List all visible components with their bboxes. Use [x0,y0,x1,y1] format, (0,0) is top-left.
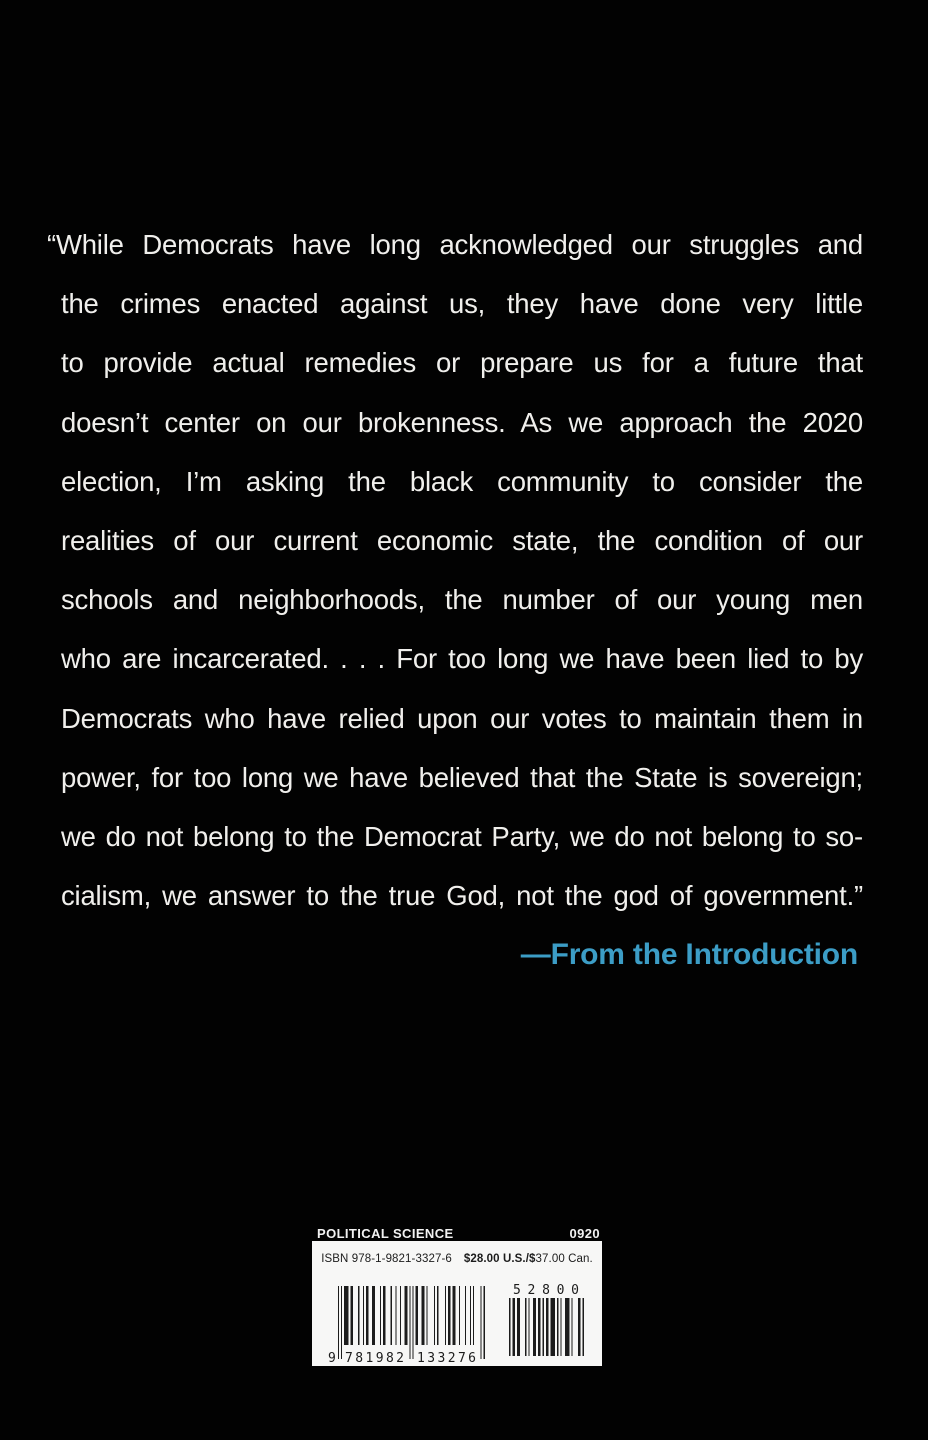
barcode-white-box [312,1241,602,1366]
quote-line: to provide actual remedies or prepare us for a future that [61,347,863,379]
barcode-header [312,1224,602,1241]
quote-line: power, for too long we have believed that the State is sovereign; [61,761,863,793]
corner-code: 0920 [569,1226,600,1241]
quote-line: who are incarcerated. . . . For too long we have been lied to by [61,643,863,675]
quote-line: election, I’m asking the black community to consider the [61,465,863,497]
svg-text:9: 9 [328,1351,336,1364]
ean13-barcode [328,1286,488,1364]
attribution-line: —From the Introduction [520,938,858,971]
quote-line: “While Democrats have long acknowledged our struggles and [47,229,863,260]
isbn-price-row [312,1241,602,1265]
quote-line: cialism, we answer to the true God, not the god of government.” [61,880,863,912]
quote-line: the crimes enacted against us, they have done very little [61,288,863,320]
svg-text:52800: 52800 [513,1283,579,1298]
svg-text:781982: 781982 [345,1351,404,1364]
addon-barcode [507,1282,585,1360]
svg-text:133276: 133276 [417,1351,476,1364]
quote-line: Democrats who have relied upon our votes to maintain them in [61,702,863,734]
quote-line: doesn’t center on our brokenness. As we approach the 2020 [61,406,863,438]
quote-line: realities of our current economic state, the condition of our [61,524,863,556]
category-label: POLITICAL SCIENCE [317,1226,454,1241]
price-can: 37.00 Can. [535,1253,593,1265]
price-us: $28.00 U.S./$ [463,1253,536,1265]
quote-line: schools and neighborhoods, the number of our young men [61,584,863,616]
isbn-label: ISBN 978-1-9821-3327-6 [321,1253,452,1265]
barcode-panel [312,1224,602,1366]
quote-line: we do not belong to the Democrat Party, we do not belong to so- [61,820,863,852]
quote-block [47,215,863,925]
